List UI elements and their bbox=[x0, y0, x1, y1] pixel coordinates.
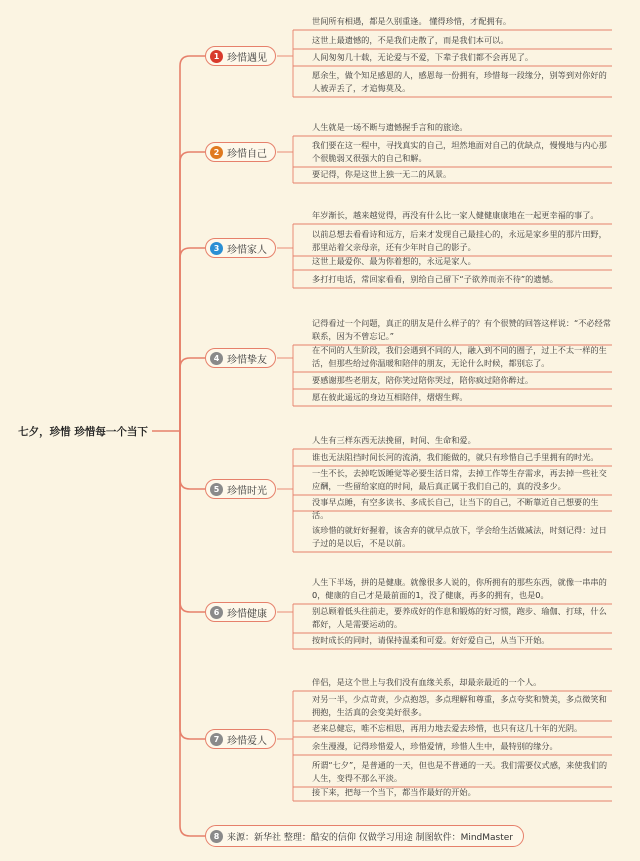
leaf-topic[interactable]: 余生漫漫，记得珍惜爱人，珍惜爱情，珍惜人生中，最特别的缘分。 bbox=[312, 741, 558, 751]
leaf-topic[interactable]: 人生就是一场不断与遗憾握手言和的旅途。 bbox=[312, 122, 468, 132]
source-text: 来源：新华社 整理：酷安的信仰 仅做学习用途 制图软件：MindMaster bbox=[227, 832, 514, 843]
leaf-topic[interactable]: 愿余生，做个知足感恩的人，感恩每一份拥有，珍惜每一段缘分，别等到对你好的人被弄丢了，才追悔莫及。 bbox=[312, 70, 607, 93]
branch-label: 珍惜家人 bbox=[227, 244, 267, 256]
root-topic[interactable]: 七夕，珍惜 珍惜每一个当下 bbox=[18, 425, 148, 438]
leaf-topic[interactable]: 世间所有相遇，都是久别重逢。 懂得珍惜，才配拥有。 bbox=[312, 16, 512, 26]
branch-topic-1[interactable] bbox=[205, 46, 276, 66]
branch-number-badge: 3 bbox=[210, 242, 223, 255]
source-number-badge: 8 bbox=[210, 830, 223, 843]
branch-label: 珍惜遇见 bbox=[227, 52, 267, 64]
branch-topic-4[interactable] bbox=[205, 348, 276, 368]
branch-number-badge: 2 bbox=[210, 146, 223, 159]
branch-topic-6[interactable] bbox=[205, 602, 276, 622]
branch-number-badge: 7 bbox=[210, 733, 223, 746]
leaf-topic[interactable]: 愿在彼此遥远的身边互相陪伴，熠熠生辉。 bbox=[312, 392, 468, 402]
branch-label: 珍惜爱人 bbox=[227, 735, 267, 747]
branch-topic-7[interactable] bbox=[205, 729, 276, 749]
branch-topic-3[interactable] bbox=[205, 238, 276, 258]
branch-number-badge: 1 bbox=[210, 50, 223, 63]
source-connector bbox=[180, 431, 205, 836]
leaf-topic[interactable]: 按时成长的同时，请保持温柔和可爱。好好爱自己，从当下开始。 bbox=[312, 635, 550, 645]
branch-number-badge: 6 bbox=[210, 606, 223, 619]
branch-topic-5[interactable] bbox=[205, 479, 276, 499]
leaf-topic[interactable]: 该珍惜的就好好握着，该舍弃的就早点放下，学会给生活做减法，时刻记得：过日子过的是以后，不是以前。 bbox=[312, 525, 607, 548]
branch-connector-3 bbox=[180, 248, 205, 431]
leaf-topic[interactable]: 年岁渐长，越来越觉得，再没有什么比一家人健健康康地在一起更幸福的事了。 bbox=[312, 210, 599, 220]
leaf-topic[interactable]: 这世上最遗憾的，不是我们走散了，而是我们本可以。 bbox=[312, 35, 509, 45]
leaf-topic[interactable]: 没事早点睡，有空多读书、多成长自己，让当下的自己，不断靠近自己想要的生活。 bbox=[312, 497, 599, 520]
branch-number-badge: 4 bbox=[210, 352, 223, 365]
branch-connector-1 bbox=[180, 56, 205, 431]
branch-connector-5 bbox=[180, 431, 205, 489]
leaf-topic[interactable]: 要记得，你是这世上独一无二的风景。 bbox=[312, 169, 452, 179]
leaf-topic[interactable]: 记得看过一个问题，真正的朋友是什么样子的？有个很赞的回答这样说：“不必经常联系，因为不曾忘记。” bbox=[312, 318, 611, 341]
branch-connector-4 bbox=[180, 358, 205, 431]
leaf-topic[interactable]: 别总顾着低头往前走，要养成好的作息和锻炼的好习惯，跑步、瑜伽、打球，什么都好，人是需要运动的。 bbox=[312, 606, 607, 629]
branch-label: 珍惜挚友 bbox=[227, 354, 267, 366]
leaf-topic[interactable]: 在不同的人生阶段，我们会遇到不同的人，融入到不同的圈子，过上不太一样的生活，但那些给过你温暖和陪伴的朋友，无论什么时候，都别忘了。 bbox=[312, 345, 607, 368]
branch-connector-7 bbox=[180, 431, 205, 739]
source-topic[interactable] bbox=[205, 825, 524, 847]
branch-label: 珍惜自己 bbox=[227, 148, 267, 160]
leaf-topic[interactable]: 人生有三样东西无法挽留，时间、生命和爱。 bbox=[312, 435, 476, 445]
branch-connector-2 bbox=[180, 152, 205, 431]
leaf-topic[interactable]: 这世上最爱你、最为你着想的，永远是家人。 bbox=[312, 256, 476, 266]
branch-label: 珍惜健康 bbox=[227, 608, 267, 620]
leaf-topic[interactable]: 人间匆匆几十载，无论爱与不爱，下辈子我们都不会再见了。 bbox=[312, 52, 534, 62]
leaf-topic[interactable]: 接下来，把每一个当下，都当作最好的开始。 bbox=[312, 787, 476, 797]
branch-topic-2[interactable] bbox=[205, 142, 276, 162]
branch-label: 珍惜时光 bbox=[227, 485, 267, 497]
leaf-topic[interactable]: 人生下半场，拼的是健康。就像很多人说的，你所拥有的那些东西，就像一串串的0，健康的自己才是最前面的1，没了健康，再多的拥有，也是0。 bbox=[312, 577, 607, 600]
branch-connector-6 bbox=[180, 431, 205, 612]
leaf-topic[interactable]: 对另一半，少点苛责，少点抱怨，多点理解和尊重，多点夸奖和赞美，多点微笑和拥抱，生活真的会变美好很多。 bbox=[312, 694, 607, 717]
leaf-topic[interactable]: 多打打电话，常回家看看，别给自己留下“子欲养而亲不待”的遗憾。 bbox=[312, 274, 558, 284]
leaf-topic[interactable]: 谁也无法阻挡时间长河的流淌，我们能做的，就只有珍惜自己手里拥有的时光。 bbox=[312, 452, 599, 462]
leaf-topic[interactable]: 老来总健忘，唯不忘相思，再用力地去爱去珍惜，也只有这几十年的光阴。 bbox=[312, 723, 583, 733]
leaf-topic[interactable]: 要感谢那些老朋友，陪你笑过陪你哭过，陪你疯过陪你醉过。 bbox=[312, 375, 534, 385]
leaf-topic[interactable]: 伴侣，是这个世上与我们没有血缘关系，却最亲最近的一个人。 bbox=[312, 677, 542, 687]
leaf-topic[interactable]: 以前总想去看看诗和远方，后来才发现自己最挂心的，永远是家乡里的那片田野，那里站着父亲母亲，还有少年时自己的影子。 bbox=[312, 229, 607, 252]
leaf-topic[interactable]: 一生不长，去掉吃饭睡觉等必要生活日常，去掉工作等生存需求，再去掉一些社交应酬，一些留给家庭的时间，最后真正属于我们自己的，真的没多少。 bbox=[312, 468, 607, 491]
leaf-topic[interactable]: 所谓“七夕”，是普通的一天，但也是不普通的一天。我们需要仪式感，来使我们的人生，变得不那么平淡。 bbox=[312, 760, 608, 783]
branch-number-badge: 5 bbox=[210, 483, 223, 496]
leaf-topic[interactable]: 我们要在这一程中，寻找真实的自己，坦然地面对自己的优缺点，慢慢地与内心那个很脆弱又很强大的自己和解。 bbox=[312, 140, 607, 163]
